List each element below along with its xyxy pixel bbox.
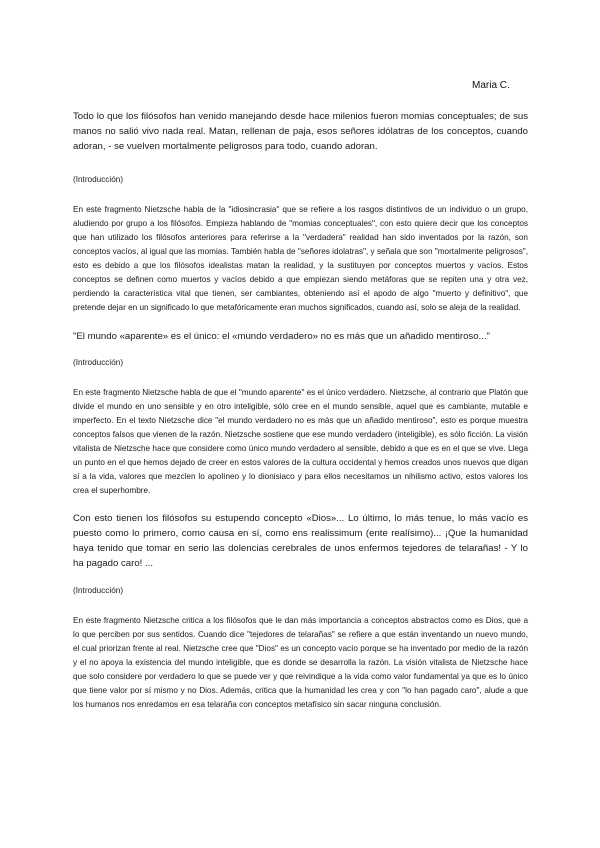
commentary-paragraph-3: En este fragmento Nietzsche critica a los filósofos que le dan más importancia a conceptos abstractos como es Dios, que a lo que perciben por sus sentidos. Cuando dice "tejedores de telarañas" se refiere a que están inventando un nuevo mundo, el cual priorizan frente al real. Nietzsche cree que "Dios" es un concepto vacío porque se ha inventado por medio de la razón y el no apoya la existencia del mundo inteligible, que es donde se desarrolla la razón. La visión vitalista de Nietzsche hace que solo considere por verdadero lo que se puede ver y que reivindique a la vida como valor fundamental ya que es lo único que tiene valor por sí mismo y no Dios. Además, critica que la humanidad les crea y con "lo han pagado caro", alude a que los humanos nos enredamos en esa telaraña con conceptos metafísico sin sacar ninguna conclusión. [73, 615, 528, 709]
author-name: Maria C. [472, 80, 510, 91]
intro-heading-3: (Introducción) [73, 585, 124, 595]
intro-heading-2: (Introducción) [73, 357, 124, 367]
quote-paragraph-1: Todo lo que los filósofos han venido manejando desde hace milenios fueron momias conceptuales; de sus manos no salió vivo nada real. Matan, rellenan de paja, esos señores idólatras de los conceptos, cuando adoran, - se vuelven mortalmente peligrosos para todo, cuando adoran. [73, 111, 528, 153]
quote-paragraph-2: "El mundo «aparente» es el único: el «mundo verdadero» no es más que un añadido mentiroso..." [73, 330, 490, 342]
commentary-paragraph-2: En este fragmento Nietzsche habla de que el "mundo aparente" es el único verdadero. Nietzsche, al contrario que Platón que divide el mundo en uno sensible y en otro inteligible, sólo cree en el mundo sensible, aquel que es cambiante, mutable e imperfecto. En el texto Nietzsche dice "el mundo verdadero no es más que un añadido mentiroso", esto es porque muestra conceptos falsos que vienen de la razón. Nietzsche sostiene que ese mundo verdadero (inteligible), es sólo ficción. La visión vitalista de Nietzsche hace que considere como único mundo verdadero al sensible, debido a que es en el que se vive. Llega un punto en el que hemos dejado de creer en estos valores de la cultura occidental y hemos creados unos nuevos que digan sí a la vida, valores que mezclen lo apolíneo y lo dionisiaco y para ellos necesitamos un nihilismo activo, estos valores los crea el superhombre. [73, 387, 528, 495]
commentary-paragraph-1: En este fragmento Nietzsche habla de la "idiosincrasia" que se refiere a los rasgos distintivos de un individuo o un grupo, aludiendo por grupo a los filósofos. Empieza hablando de "momias conceptuales", con esto quiere decir que los conceptos que han utilizado los filósofos anteriores para referirse a la "verdadera" realidad han sido inventados por la razón, son conceptos vacíos, al igual que las momias. También habla de "señores idolatras", y señala que son "mortalmente peligrosos", esto es debido a que los filósofos idealistas matan la realidad, y la sustituyen por conceptos muertos y vacíos. Estos conceptos se definen como muertos y vacíos debido a que empiezan siendo metáforas que se repiten una y otra vez, perdiendo la característica vital que tienen, ser cambiantes, obteniendo así el apodo de algo "muerto y definitivo", que pretende dejar en un significado lo que metafóricamente eran muchos significados, cuando así, solo se aleja de la realidad. [73, 204, 528, 312]
document-body [73, 109, 528, 712]
quote-paragraph-3: Con esto tienen los filósofos su estupendo concepto «Dios»... Lo último, lo más tenue, lo más vacío es puesto como lo primero, como causa en sí, como ens realissimum (ente realísimo)... ¡Que la humanidad haya tenido que tomar en serio las dolencias cerebrales de unos enfermos tejedores de telarañas! - Y lo ha pagado caro! ... [73, 512, 528, 570]
intro-heading-1: (Introducción) [73, 174, 124, 184]
